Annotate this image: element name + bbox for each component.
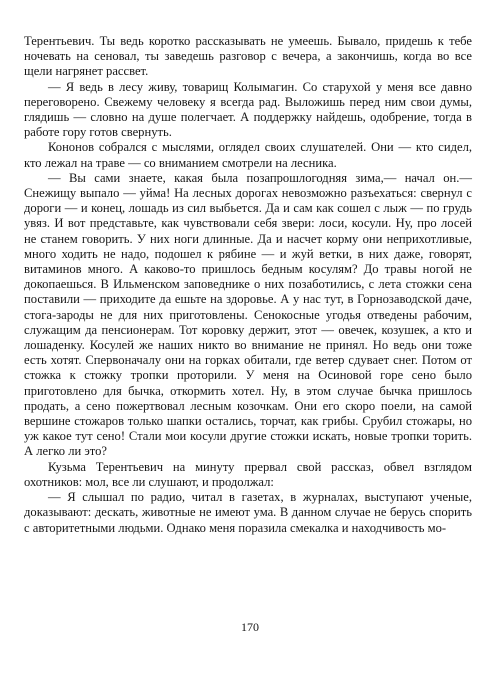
page-body: [24, 34, 472, 536]
paragraph-5: Кузьма Терентьевич на минуту прервал свой рассказ, обвел взглядом охотников: мол, все ли слушают, и продолжал:: [24, 459, 472, 489]
paragraph-6: — Я слышал по радио, читал в газетах, в журналах, выступают ученые, доказывают: дескать, животные не имеют ума. В данном случае не берусь спорить с авторитетными людьми. Однако меня поразила смекалка и находчивость мо-: [24, 490, 472, 535]
paragraph-4: — Вы сами знаете, какая была позапрошлогодняя зима,— начал он.— Снежищу выпало — уйма! На лесных дорогах невозможно разъехаться: свернул с дороги — и конец, лошадь из сил выбьется. Да и сам как сошел с лыж — по грудь увяз. И вот представьте, как чувствовали себя звери: лоси, косули. Ну, про лосей не станем говорить. У них ноги длинные. Да и насчет корму они неприхотливые, много ходить не надо, подошел к рябине — и жуй ветки, в них даже, говорят, витаминов много. А каково-то пришлось бедным косулям? До травы ногой не докопаешься. В Ильменском заповеднике о них позаботились, с лета стожки сена поставили — приходите да ешьте на здоровье. А у нас тут, в Горнозаводской даче, стога-зароды не для них приготовлены. Сенокосные угодья отведены рабочим, служащим да пенсионерам. Тот коровку держит, этот — овечек, козушек, а кто и лошаденку. Косулей же наших никто во внимание не принял. Но ведь они тоже есть хотят. Спервоначалу они на горках обитали, где ветер сдувает снег. Потом от стожка к стожку тропки проторили. У меня на Осиновой горе сено было приготовлено для бычка, откормить хотел. Ну, в этом случае бычка пришлось продать, а сено пожертвовал лесным козочкам. Они его скоро поели, на самой вершине стожаров только шапки остались, торчат, как грибы. Срубил стожары, но уж какое тут сено! Стали мои косули другие стожки искать, новые тропки торить. А легко ли это?: [24, 170, 472, 459]
paragraph-3: Кононов собрался с мыслями, оглядел своих слушателей. Они — кто сидел, кто лежал на траве — со вниманием смотрели на лесника.: [24, 140, 472, 170]
page-number: 170: [241, 620, 259, 634]
paragraph-2: — Я ведь в лесу живу, товарищ Колымагин. Со старухой у меня все давно переговорено. Свежему человеку я всегда рад. Выложишь перед ним свои думы, глядишь — словно на душе полегчает. А поддержку найдешь, одобрение, тогда в работе гору готов свернуть.: [24, 79, 472, 140]
paragraph-1: Терентьевич. Ты ведь коротко рассказывать не умеешь. Бывало, придешь к тебе ночевать на сеновал, ты заведешь разговор с вечера, а закончишь, когда во все щели нагрянет рассвет.: [24, 34, 472, 79]
